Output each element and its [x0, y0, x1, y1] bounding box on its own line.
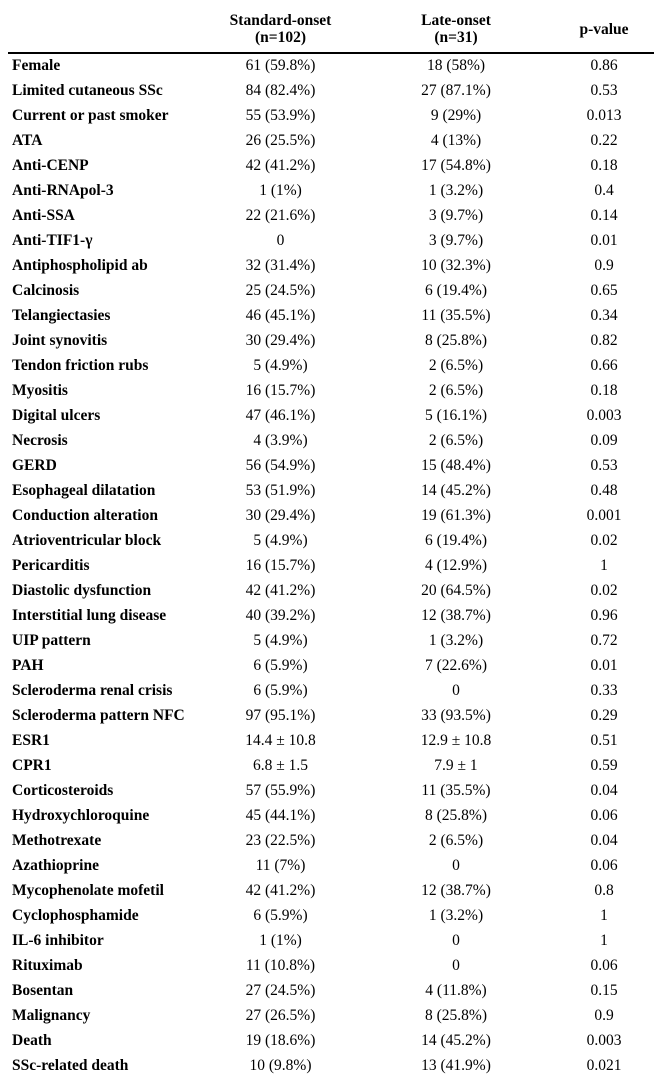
- row-label: Antiphospholipid ab: [12, 257, 148, 274]
- p-value: 0.02: [590, 582, 618, 599]
- table-header: [8, 8, 654, 53]
- late-onset-value: 12 (38.7%): [421, 882, 491, 899]
- p-value: 0.66: [590, 357, 618, 374]
- row-label: Malignancy: [12, 1007, 91, 1024]
- late-onset-value: 8 (25.8%): [425, 1007, 487, 1024]
- header-late-onset-line2: (n=31): [434, 29, 478, 46]
- late-onset-value: 18 (58%): [426, 57, 486, 74]
- comparison-table: [8, 8, 654, 1079]
- table-row: [8, 53, 654, 79]
- p-value: 0.04: [590, 832, 618, 849]
- standard-onset-value: 57 (55.9%): [245, 782, 316, 799]
- standard-onset-value: 16 (15.7%): [245, 557, 316, 574]
- table-row: [8, 1029, 654, 1054]
- table-row: [8, 1004, 654, 1029]
- table-row: [8, 429, 654, 454]
- row-label: ATA: [12, 132, 43, 149]
- row-label: ESR1: [12, 732, 50, 749]
- row-label: Mycophenolate mofetil: [12, 882, 164, 899]
- standard-onset-value: 45 (44.1%): [245, 807, 316, 824]
- standard-onset-value: 5 (4.9%): [253, 357, 308, 374]
- table-row: [8, 1054, 654, 1079]
- late-onset-value: 8 (25.8%): [425, 332, 487, 349]
- table-row: [8, 829, 654, 854]
- row-label: PAH: [12, 657, 44, 674]
- row-label: Limited cutaneous SSc: [12, 82, 163, 99]
- row-label: Joint synovitis: [12, 332, 108, 349]
- late-onset-value: 10 (32.3%): [421, 257, 491, 274]
- late-onset-value: 0: [452, 857, 460, 874]
- late-onset-value: 1 (3.2%): [428, 182, 484, 199]
- row-label: Telangiectasies: [12, 307, 111, 324]
- p-value: 0.09: [590, 432, 618, 449]
- late-onset-value: 2 (6.5%): [428, 832, 484, 849]
- standard-onset-value: 10 (9.8%): [249, 1057, 312, 1074]
- header-row: [8, 8, 654, 53]
- row-label: UIP pattern: [12, 632, 91, 649]
- p-value: 0.06: [590, 857, 618, 874]
- row-label: Anti-TIF1-γ: [12, 232, 93, 249]
- late-onset-value: 7.9 ± 1: [434, 757, 478, 774]
- standard-onset-value: 11 (10.8%): [245, 957, 316, 974]
- row-label: IL-6 inhibitor: [12, 932, 104, 949]
- standard-onset-value: 40 (39.2%): [245, 607, 316, 624]
- p-value: 0.29: [590, 707, 618, 724]
- standard-onset-value: 5 (4.9%): [253, 532, 308, 549]
- table-row: [8, 154, 654, 179]
- late-onset-value: 7 (22.6%): [425, 657, 487, 674]
- standard-onset-value: 1 (1%): [259, 932, 302, 949]
- late-onset-value: 19 (61.3%): [421, 507, 491, 524]
- late-onset-value: 0: [452, 957, 460, 974]
- late-onset-value: 5 (16.1%): [425, 407, 487, 424]
- row-label: Female: [12, 57, 61, 74]
- header-p-value: p-value: [554, 8, 654, 53]
- row-label: Hydroxychloroquine: [12, 807, 150, 824]
- row-label: Digital ulcers: [12, 407, 101, 424]
- p-value: 0.96: [590, 607, 618, 624]
- p-value: 0.86: [590, 57, 618, 74]
- row-label: SSc-related death: [12, 1057, 129, 1074]
- late-onset-value: 2 (6.5%): [428, 357, 484, 374]
- row-label: Tendon friction rubs: [12, 357, 149, 374]
- table-row: [8, 504, 654, 529]
- row-label: Azathioprine: [12, 857, 99, 874]
- p-value: 1: [600, 932, 608, 949]
- table-row: [8, 354, 654, 379]
- late-onset-value: 27 (87.1%): [421, 82, 491, 99]
- late-onset-value: 14 (45.2%): [421, 482, 491, 499]
- row-label: Bosentan: [12, 982, 74, 999]
- standard-onset-value: 22 (21.6%): [245, 207, 316, 224]
- p-value: 0.33: [590, 682, 618, 699]
- standard-onset-value: 6 (5.9%): [253, 657, 308, 674]
- row-label: Diastolic dysfunction: [12, 582, 152, 599]
- late-onset-value: 0: [452, 932, 460, 949]
- late-onset-value: 1 (3.2%): [428, 632, 484, 649]
- late-onset-value: 3 (9.7%): [428, 207, 484, 224]
- table-row: [8, 329, 654, 354]
- row-label: Calcinosis: [12, 282, 80, 299]
- p-value: 0.34: [590, 307, 618, 324]
- standard-onset-value: 11 (7%): [255, 857, 306, 874]
- table-row: [8, 129, 654, 154]
- late-onset-value: 15 (48.4%): [421, 457, 491, 474]
- table-row: [8, 254, 654, 279]
- p-value: 0.003: [586, 407, 622, 424]
- p-value: 0.51: [590, 732, 618, 749]
- table-row: [8, 404, 654, 429]
- table-row: [8, 654, 654, 679]
- row-label: Anti-CENP: [12, 157, 89, 174]
- row-label: Death: [12, 1032, 52, 1049]
- late-onset-value: 1 (3.2%): [428, 907, 484, 924]
- table-row: [8, 779, 654, 804]
- p-value: 0.65: [590, 282, 618, 299]
- p-value: 0.9: [594, 1007, 614, 1024]
- p-value: 0.8: [594, 882, 614, 899]
- table-row: [8, 529, 654, 554]
- table-row: [8, 904, 654, 929]
- late-onset-value: 9 (29%): [430, 107, 482, 124]
- late-onset-value: 14 (45.2%): [421, 1032, 491, 1049]
- standard-onset-value: 0: [276, 232, 285, 249]
- table-row: [8, 204, 654, 229]
- p-value: 1: [600, 907, 608, 924]
- standard-onset-value: 46 (45.1%): [245, 307, 316, 324]
- p-value: 0.013: [586, 107, 622, 124]
- row-label: Scleroderma pattern NFC: [12, 707, 185, 724]
- row-label: Myositis: [12, 382, 68, 399]
- header-late-onset: [358, 8, 554, 53]
- standard-onset-value: 32 (31.4%): [245, 257, 316, 274]
- header-late-onset-line1: Late-onset: [421, 12, 491, 29]
- table-row: [8, 879, 654, 904]
- standard-onset-value: 84 (82.4%): [245, 82, 316, 99]
- standard-onset-value: 42 (41.2%): [245, 882, 316, 899]
- late-onset-value: 17 (54.8%): [421, 157, 491, 174]
- row-label: Conduction alteration: [12, 507, 158, 524]
- standard-onset-value: 6 (5.9%): [253, 907, 308, 924]
- row-label: Necrosis: [12, 432, 68, 449]
- table-row: [8, 379, 654, 404]
- table-row: [8, 579, 654, 604]
- table-row: [8, 704, 654, 729]
- p-value: 0.01: [590, 232, 618, 249]
- late-onset-value: 2 (6.5%): [428, 432, 484, 449]
- standard-onset-value: 30 (29.4%): [245, 507, 316, 524]
- standard-onset-value: 4 (3.9%): [253, 432, 308, 449]
- p-value: 0.003: [586, 1032, 622, 1049]
- table-row: [8, 804, 654, 829]
- p-value: 0.06: [590, 957, 618, 974]
- p-value: 0.15: [590, 982, 618, 999]
- table-row: [8, 304, 654, 329]
- p-value: 0.53: [590, 82, 618, 99]
- p-value: 0.22: [590, 132, 618, 149]
- late-onset-value: 12.9 ± 10.8: [420, 732, 492, 749]
- row-label: GERD: [12, 457, 57, 474]
- p-value: 0.4: [594, 182, 614, 199]
- standard-onset-value: 55 (53.9%): [245, 107, 316, 124]
- table-row: [8, 629, 654, 654]
- table-row: [8, 479, 654, 504]
- late-onset-value: 13 (41.9%): [421, 1057, 491, 1074]
- p-value: 0.18: [590, 382, 618, 399]
- p-value: 0.01: [590, 657, 618, 674]
- standard-onset-value: 23 (22.5%): [245, 832, 316, 849]
- header-standard-onset-line1: Standard-onset: [229, 12, 332, 29]
- row-label: Rituximab: [12, 957, 83, 974]
- late-onset-value: 6 (19.4%): [425, 532, 487, 549]
- p-value: 0.04: [590, 782, 618, 799]
- late-onset-value: 11 (35.5%): [421, 782, 491, 799]
- row-label: Anti-SSA: [12, 207, 75, 224]
- table-row: [8, 179, 654, 204]
- standard-onset-value: 42 (41.2%): [245, 582, 316, 599]
- p-value: 0.59: [590, 757, 618, 774]
- p-value: 0.14: [590, 207, 618, 224]
- row-label: Scleroderma renal crisis: [12, 682, 173, 699]
- table-row: [8, 454, 654, 479]
- standard-onset-value: 27 (24.5%): [245, 982, 316, 999]
- standard-onset-value: 16 (15.7%): [245, 382, 316, 399]
- late-onset-value: 4 (11.8%): [425, 982, 487, 999]
- p-value: 0.53: [590, 457, 618, 474]
- table-row: [8, 729, 654, 754]
- p-value: 0.18: [590, 157, 618, 174]
- table-row: [8, 554, 654, 579]
- p-value: 0.02: [590, 532, 618, 549]
- late-onset-value: 6 (19.4%): [425, 282, 487, 299]
- table-row: [8, 279, 654, 304]
- p-value: 0.72: [590, 632, 618, 649]
- late-onset-value: 0: [452, 682, 460, 699]
- standard-onset-value: 42 (41.2%): [245, 157, 316, 174]
- standard-onset-value: 19 (18.6%): [245, 1032, 316, 1049]
- row-label: Interstitial lung disease: [12, 607, 167, 624]
- late-onset-value: 11 (35.5%): [421, 307, 491, 324]
- row-label: Current or past smoker: [12, 107, 169, 124]
- late-onset-value: 33 (93.5%): [421, 707, 491, 724]
- standard-onset-value: 61 (59.8%): [245, 57, 316, 74]
- p-value: 0.48: [590, 482, 618, 499]
- table-row: [8, 954, 654, 979]
- p-value: 0.021: [586, 1057, 622, 1074]
- standard-onset-value: 14.4 ± 10.8: [245, 732, 316, 749]
- standard-onset-value: 6 (5.9%): [253, 682, 308, 699]
- row-label: Methotrexate: [12, 832, 102, 849]
- row-label: Pericarditis: [12, 557, 90, 574]
- standard-onset-value: 25 (24.5%): [245, 282, 316, 299]
- table-row: [8, 229, 654, 254]
- standard-onset-value: 53 (51.9%): [245, 482, 316, 499]
- late-onset-value: 4 (12.9%): [425, 557, 487, 574]
- row-label: Atrioventricular block: [12, 532, 162, 549]
- table-row: [8, 604, 654, 629]
- late-onset-value: 8 (25.8%): [425, 807, 487, 824]
- row-label: CPR1: [12, 757, 52, 774]
- late-onset-value: 3 (9.7%): [428, 232, 484, 249]
- table-row: [8, 79, 654, 104]
- table-row: [8, 679, 654, 704]
- row-label: Corticosteroids: [12, 782, 114, 799]
- header-empty-cell: [8, 8, 203, 53]
- p-value: 0.06: [590, 807, 618, 824]
- row-label: Anti-RNApol-3: [12, 182, 114, 199]
- p-value: 0.9: [594, 257, 614, 274]
- p-value: 0.82: [590, 332, 618, 349]
- row-label: Esophageal dilatation: [12, 482, 156, 499]
- table-row: [8, 754, 654, 779]
- table-row: [8, 104, 654, 129]
- late-onset-value: 20 (64.5%): [421, 582, 491, 599]
- late-onset-value: 2 (6.5%): [428, 382, 484, 399]
- table-row: [8, 979, 654, 1004]
- header-standard-onset: [203, 8, 358, 53]
- table-body: [8, 53, 654, 1079]
- p-value: 1: [600, 557, 608, 574]
- late-onset-value: 4 (13%): [430, 132, 482, 149]
- row-label: Cyclophosphamide: [12, 907, 139, 924]
- standard-onset-value: 56 (54.9%): [245, 457, 316, 474]
- standard-onset-value: 5 (4.9%): [253, 632, 308, 649]
- table-row: [8, 929, 654, 954]
- standard-onset-value: 47 (46.1%): [245, 407, 316, 424]
- standard-onset-value: 97 (95.1%): [245, 707, 316, 724]
- standard-onset-value: 26 (25.5%): [245, 132, 316, 149]
- standard-onset-value: 6.8 ± 1.5: [252, 757, 308, 774]
- late-onset-value: 12 (38.7%): [421, 607, 491, 624]
- standard-onset-value: 30 (29.4%): [245, 332, 316, 349]
- standard-onset-value: 27 (26.5%): [245, 1007, 316, 1024]
- header-standard-onset-line2: (n=102): [254, 29, 307, 46]
- p-value: 0.001: [586, 507, 622, 524]
- standard-onset-value: 1 (1%): [259, 182, 302, 199]
- table-row: [8, 854, 654, 879]
